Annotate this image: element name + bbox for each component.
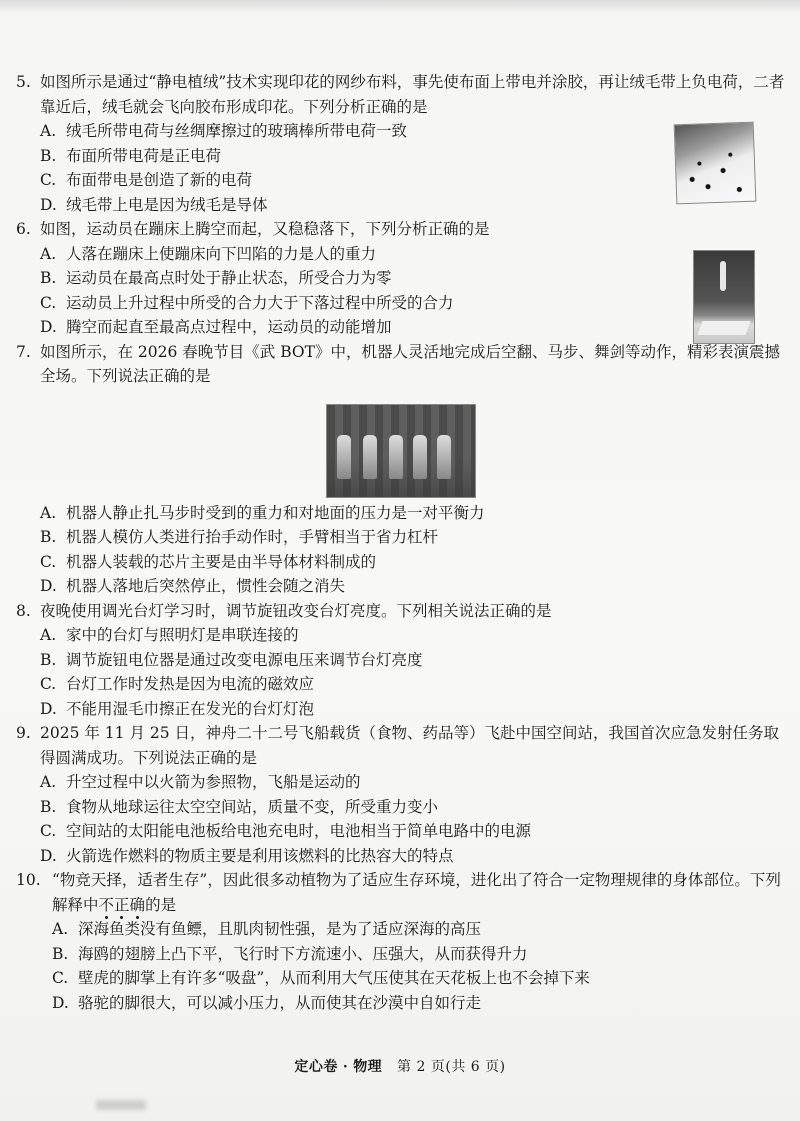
question-10 [16,868,786,1015]
option-c: C. 空间站的太阳能电池板给电池充电时，电池相当于简单电路中的电源 [40,822,532,840]
option-d: D. 骆驼的脚很大，可以减小压力，从而使其在沙漠中自如行走 [52,993,482,1012]
question-number: 5. [16,73,31,91]
question-stem: 夜晚使用调光台灯学习时，调节旋钮改变台灯亮度。下列相关说法正确的是 [40,601,552,620]
question-stem: 如图，运动员在蹦床上腾空而起，又稳稳落下，下列分析正确的是 [40,220,490,238]
option-a: A. 机器人静止扎马步时受到的重力和对地面的压力是一对平衡力 [40,503,485,522]
option-b: B. 食物从地球运往太空空间站，质量不变，所受重力变小 [40,797,439,816]
figure-spacer [16,389,786,501]
option-d: D. 火箭选作燃料的物质主要是利用该燃料的比热容大的特点 [40,846,454,865]
question-stem: “物竞天择，适者生存”，因此很多动植物为了适应生存环境，进化出了符合一定物理规律的身体部位。下列解释中不 正 确 的是 [52,868,786,917]
question-list [16,70,786,1015]
question-number: 6. [16,220,31,238]
option-d: D. 不能用湿毛巾擦正在发光的台灯灯泡 [40,699,315,718]
option-c: C. 壁虎的脚掌上有许多“吸盘”，从而利用大气压使其在天花板上也不会掉下来 [52,969,590,987]
option-a: A. 家中的台灯与照明灯是串联连接的 [40,626,299,644]
option-b: B. 调节旋钮电位器是通过改变电源电压来调节台灯亮度 [40,650,423,669]
option-d: D. 绒毛带上电是因为绒毛是导体 [40,195,268,214]
question-number: 8. [16,601,31,620]
option-b: B. 机器人模仿人类进行抬手动作时，手臂相当于省力杠杆 [40,528,439,546]
question-number: 10. [16,871,41,889]
scan-smudge [96,1100,146,1110]
emphasis-text: 不 正 确 [99,896,146,914]
option-a: A. 深海鱼类没有鱼鳔，且肌肉韧性强，是为了适应深海的高压 [52,920,482,938]
option-c: C. 机器人装载的芯片主要是由半导体材料制成的 [40,552,377,571]
option-a: A. 绒毛所带电荷与丝绸摩擦过的玻璃棒所带电荷一致 [40,122,408,140]
option-c: C. 运动员上升过程中所受的合力大于下落过程中所受的合力 [40,293,454,312]
question-number: 9. [16,724,31,742]
option-d: D. 腾空而起直至最高点过程中，运动员的动能增加 [40,318,392,336]
option-c: C. 台灯工作时发热是因为电流的磁效应 [40,675,315,693]
option-b: B. 布面所带电荷是正电荷 [40,146,222,165]
question-stem: 如图所示是通过“静电植绒”技术实现印花的网纱布料，事先使布面上带电并涂胶，再让绒毛带上负电荷，二者靠近后，绒毛就会飞向胶布形成印花。下列分析正确的是 [40,73,785,116]
question-number: 7. [16,342,31,361]
question-6 [16,217,786,340]
option-d: D. 机器人落地后突然停止，惯性会随之消失 [40,577,346,595]
question-7 [16,340,786,599]
footer-brand: 定心卷 [294,1059,338,1075]
option-b: B. 运动员在最高点时处于静止状态，所受合力为零 [40,269,392,287]
question-8 [16,599,786,722]
option-a: A. 升空过程中以火箭为参照物，飞船是运动的 [40,773,361,791]
option-a: A. 人落在蹦床上使蹦床向下凹陷的力是人的重力 [40,244,377,263]
question-9 [16,721,786,868]
question-stem: 如图所示，在 2026 春晚节目《武 BOT》中，机器人灵活地完成后空翻、马步、舞剑等动作，精彩表演震撼全场。下列说法正确的是 [40,342,780,385]
option-c: C. 布面带电是创造了新的电荷 [40,171,253,189]
footer-subject: 物理 [353,1059,383,1075]
option-b: B. 海鸥的翅膀上凸下平，飞行时下方流速小、压强大，从而获得升力 [52,944,528,963]
question-stem: 2025 年 11 月 25 日，神舟二十二号飞船载货（食物、药品等）飞赴中国空间站，我国首次应急发射任务取得圆满成功。下列说法正确的是 [40,724,780,767]
footer-separator: · [342,1059,349,1075]
page-footer [0,1056,800,1076]
question-5 [16,70,786,217]
footer-page-number: 第 2 页(共 6 页) [397,1059,506,1075]
